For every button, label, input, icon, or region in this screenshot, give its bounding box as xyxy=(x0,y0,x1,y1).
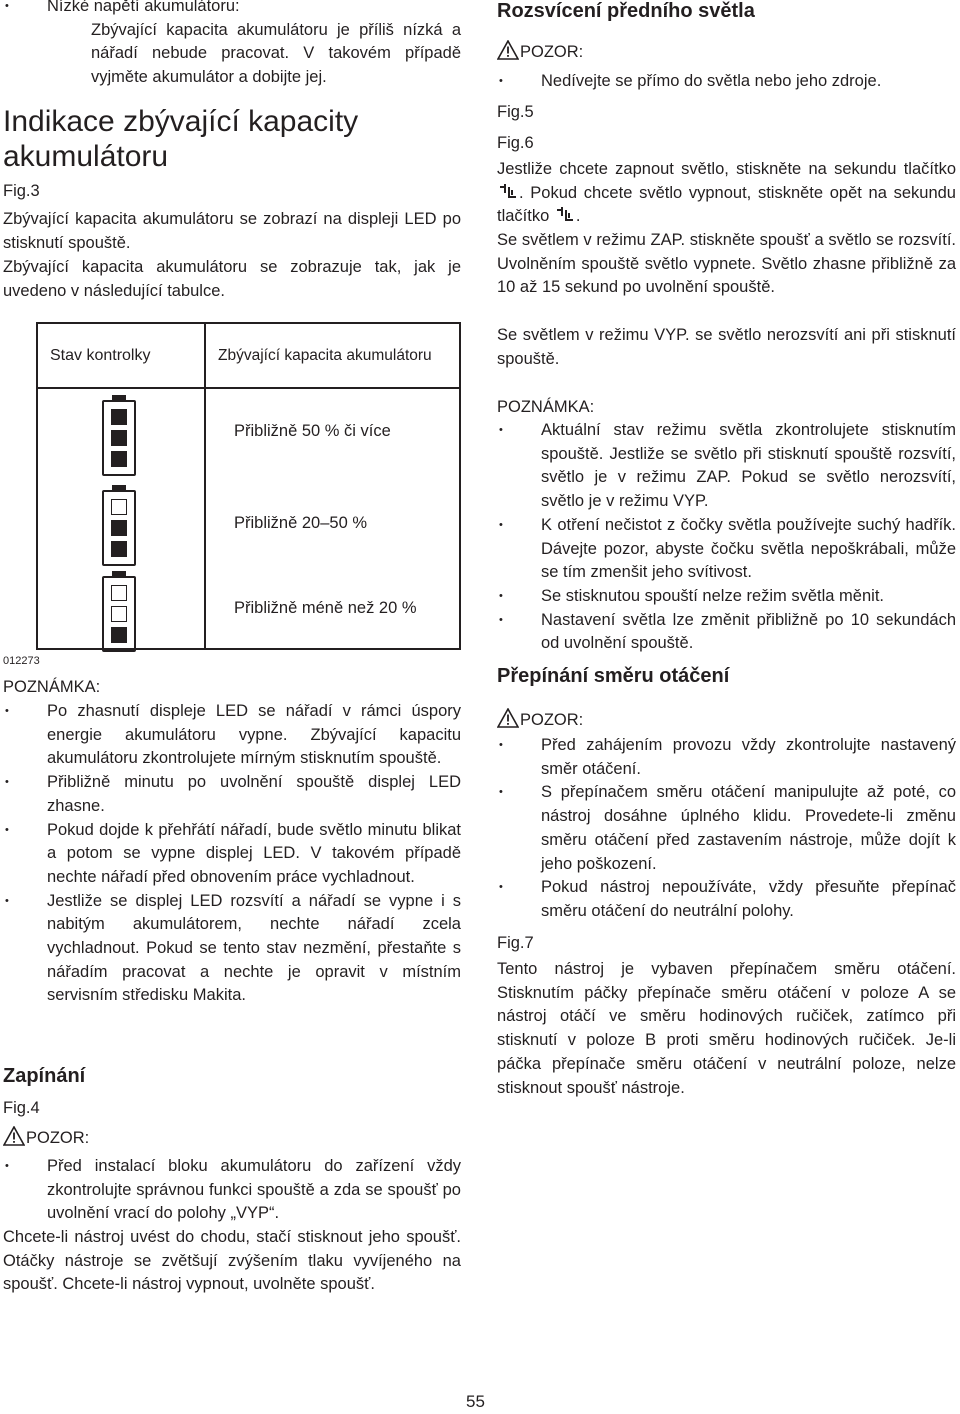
battery-cell xyxy=(111,430,127,446)
light-button-icon xyxy=(499,184,517,200)
light-text-a: Jestliže chcete zapnout světlo, stiskněte na sekundu tlačítko xyxy=(497,160,956,178)
note-item: • Přibližně minutu po uvolnění spouště displej LED zhasne. xyxy=(3,771,461,818)
low-voltage-title: Nízké napětí akumulátoru: xyxy=(47,0,240,15)
light-paragraph-3: Se světlem v režimu VYP. se světlo nerozsvítí ani při stisknutí spouště. xyxy=(497,326,956,368)
note-item: • Nastavení světla lze změnit přibližně po 10 sekundách od uvolnění spouště. xyxy=(497,609,956,656)
low-voltage-bullet xyxy=(3,0,461,90)
battery-cell xyxy=(111,451,127,467)
battery-cell xyxy=(111,541,127,557)
note-list xyxy=(3,700,461,1008)
warning-icon xyxy=(497,708,519,728)
caution-title: POZOR: xyxy=(520,711,584,729)
battery-cell xyxy=(111,606,127,622)
capacity-paragraph-2: Zbývající kapacita akumulátoru se zobrazuje tak, jak je uvedeno v následující tabulce. xyxy=(3,258,461,300)
capacity-paragraph-1: Zbývající kapacita akumulátoru se zobrazí na displeji LED po stisknutí spouště. xyxy=(3,210,461,252)
switch-paragraph: Chcete-li nástroj uvést do chodu, stačí stisknout jeho spoušť. Otáčky nástroje se zvětšují zvýšením tlaku vyvíjeného na spoušť. Chcete-li nástroj vypnout, uvolněte spoušť. xyxy=(3,1228,461,1294)
heading-capacity: Indikace zbývající kapacity akumulátoru xyxy=(3,105,359,173)
light-paragraph-2: Se světlem v režimu ZAP. stiskněte spoušť a světlo se rozsvítí. Uvolněním spouště světlo vypnete. Světlo zhasne přibližně za 10 až 15 sekund po uvolnění spouště. xyxy=(497,231,956,297)
caution-item: • Pokud nástroj nepoužíváte, vždy přesuňte přepínač směru otáčení do neutrální polohy. xyxy=(497,876,956,923)
battery-icon-low xyxy=(102,576,136,652)
battery-cell xyxy=(111,499,127,515)
caution-title-row xyxy=(3,1126,461,1151)
table-column-divider xyxy=(204,324,206,648)
light-text-b: . Pokud chcete světlo vypnout, stiskněte opět na sekundu tlačítko xyxy=(497,183,956,226)
heading-switch: Zapínání xyxy=(3,1065,86,1087)
warning-icon xyxy=(497,40,519,60)
note-item: • Jestliže se displej LED rozsvítí a nářadí se vypne i s nabitým akumulátorem, nechte nářadí zcela vychladnout. Pokud se tento stav nezmění, přestaňte s nářadím pracovat a nechte je opravit v místním servisním středisku Makita. xyxy=(3,890,461,1009)
battery-cell xyxy=(111,585,127,601)
table-row-2-text: Přibližně 20–50 % xyxy=(234,514,367,532)
fig4-label: Fig.4 xyxy=(3,1099,40,1117)
note-title: POZNÁMKA: xyxy=(497,398,595,416)
figure-code: 012273 xyxy=(3,655,40,667)
heading-light: Rozsvícení předního světla xyxy=(497,0,755,22)
caution-title-row xyxy=(497,40,956,65)
note-item: • Po zhasnutí displeje LED se nářadí v rámci úspory energie akumulátoru vypne. Zbývající kapacitu akumulátoru zkontrolujete mírným stisknutím spouště. xyxy=(3,700,461,771)
light-paragraph-1 xyxy=(497,158,956,229)
light-text-c: . xyxy=(575,207,581,226)
battery-cell xyxy=(111,627,127,643)
note-item: • Se stisknutou spouští nelze režim světla měnit. xyxy=(497,585,956,609)
table-header-capacity: Zbývající kapacita akumulátoru xyxy=(218,347,432,364)
battery-cell xyxy=(111,409,127,425)
caution-title-row xyxy=(497,708,956,733)
note-item: • Aktuální stav režimu světla zkontrolujete stisknutím spouště. Jestliže se světlo při stisknutí spouště rozsvítí, světlo je v režimu ZAP. Pokud se světlo nerozsvítí, světlo je v režimu VYP. xyxy=(497,419,956,514)
caution-list xyxy=(497,70,956,94)
capacity-table xyxy=(36,322,461,650)
reverse-paragraph: Tento nástroj je vybaven přepínačem směru otáčení. Stisknutím páčky přepínače směru otáčení v poloze A se nástroj otáčí ve směru hodinových ručiček, zatímco při stisknutí v poloze B proti směru hodinových ručiček. Je-li páčka přepínače směru otáčení v neutrální poloze, nelze stisknout spoušť nástroje. xyxy=(497,960,956,1097)
battery-icon-full xyxy=(102,400,136,476)
caution-item: • S přepínačem směru otáčení manipulujte až poté, co nástroj dosáhne úplného klidu. Provedete-li změnu směru otáčení před zastavením nástroje, může dojít k jeho poškození. xyxy=(497,781,956,876)
fig6-label: Fig.6 xyxy=(497,134,534,152)
table-header-status: Stav kontrolky xyxy=(50,347,151,364)
caution-list xyxy=(497,734,956,924)
caution-title: POZOR: xyxy=(520,43,584,61)
caution-item: • Nedívejte se přímo do světla nebo jeho zdroje. xyxy=(497,70,956,94)
note-list xyxy=(497,419,956,656)
heading-reverse: Přepínání směru otáčení xyxy=(497,665,730,687)
note-item: • K otření nečistot z čočky světla používejte suchý hadřík. Dávejte pozor, abyste čočku světla nepoškrábali, může se tím zmenšit jeho svítivost. xyxy=(497,514,956,585)
warning-icon xyxy=(3,1126,25,1146)
table-row-3-text: Přibližně méně než 20 % xyxy=(234,599,417,617)
light-button-icon xyxy=(556,207,574,223)
page-number: 55 xyxy=(466,1392,485,1411)
caution-item: • Před zahájením provozu vždy zkontrolujte nastavený směr otáčení. xyxy=(497,734,956,781)
fig5-label: Fig.5 xyxy=(497,103,534,121)
fig7-label: Fig.7 xyxy=(497,934,534,952)
table-row-1-text: Přibližně 50 % či více xyxy=(234,422,391,440)
battery-icon-medium xyxy=(102,490,136,566)
caution-title: POZOR: xyxy=(26,1129,90,1147)
low-voltage-text: Zbývající kapacita akumulátoru je příliš nízká a nářadí nebude pracovat. V takovém případě vyjměte akumulátor a dobijte jej. xyxy=(91,20,461,87)
note-item: • Pokud dojde k přehřátí nářadí, bude světlo minutu blikat a potom se vypne displej LED. V takovém případě nechte nářadí před obnovením práce vychladnout. xyxy=(3,819,461,890)
caution-item: • Před instalací bloku akumulátoru do zařízení vždy zkontrolujte správnou funkci spouště a zda se spoušť po uvolnění vrací do polohy „VYP“. xyxy=(3,1155,461,1226)
caution-list xyxy=(3,1155,461,1226)
note-title: POZNÁMKA: xyxy=(3,678,101,696)
battery-cell xyxy=(111,520,127,536)
table-header-divider xyxy=(38,387,459,389)
fig3-label: Fig.3 xyxy=(3,182,40,200)
